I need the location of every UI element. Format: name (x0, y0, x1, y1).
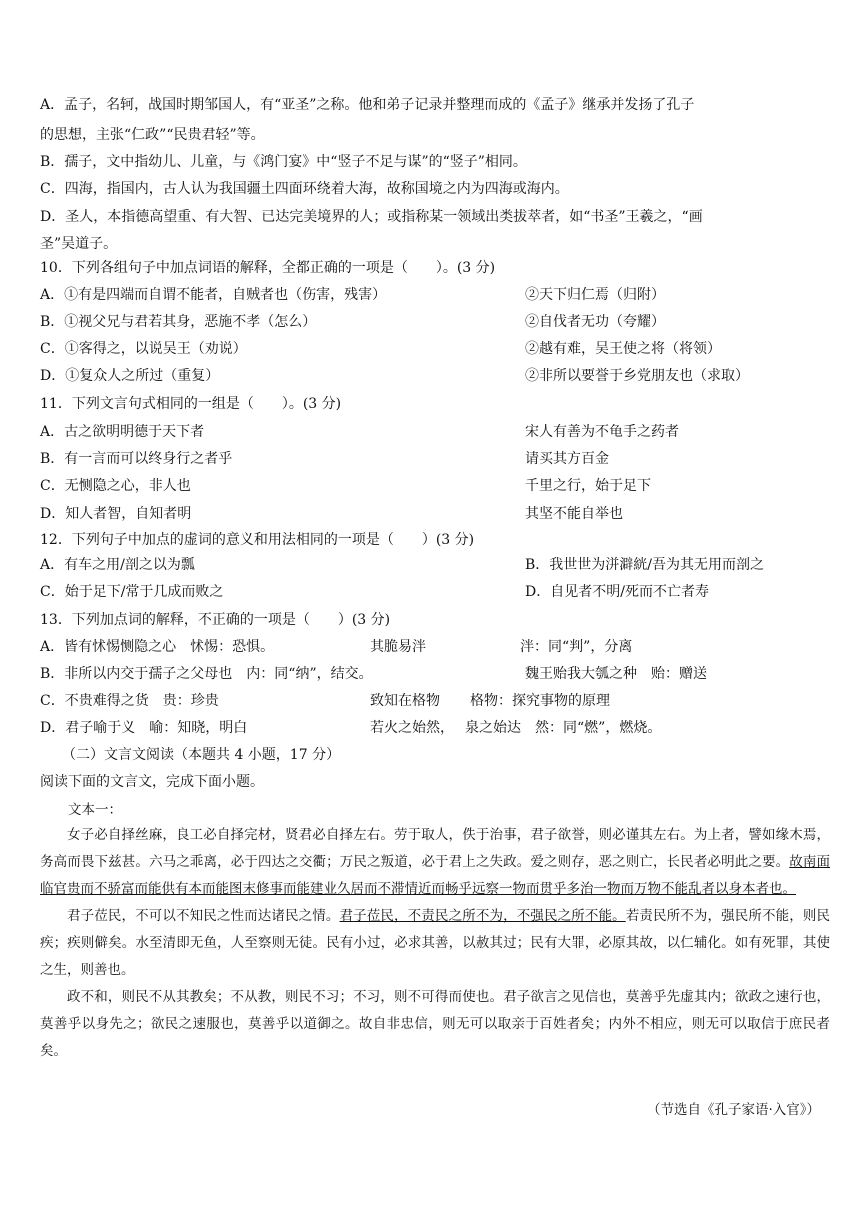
q13-c-part1: C．不贵难得之货 贵：珍贵 (40, 693, 219, 709)
q13-b-part3: 魏王贻我大瓠之种 贻：赠送 (525, 666, 707, 682)
q10-d-right: ②非所以要誉于乡党朋友也（求取） (525, 368, 749, 384)
q9-option-b: B．孺子，文中指幼儿、儿童，与《鸿门宴》中“竖子不足与谋”的“竖子”相同。 (40, 154, 527, 170)
q13-b-part1: B．非所以内交于孺子之父母也 内：同“纳”，结交。 (40, 666, 373, 682)
q10-a-left: A．①有是四端而自谓不能者，自贼者也（伤害，残害） (40, 287, 387, 303)
q13-a-part3: 泮：同“判”，分离 (520, 639, 633, 655)
q13-d-part3: 泉之始达 然：同“燃”，燃烧。 (465, 720, 662, 736)
q11-stem: 11．下列文言句式相同的一组是（ ）。(3 分) (40, 396, 342, 412)
q10-option-d (40, 366, 830, 386)
q12-row-2 (40, 582, 830, 602)
q10-option-c (40, 339, 830, 359)
p1-underlined-sentence: 故南面临官贵而不骄富而能供有本而能图末修事而能建业久居而不滞情近而畅乎远察一物而贯乎多治一物而万物不能乱者以身本者也。 (40, 854, 831, 897)
q11-c-right: 千里之行，始于足下 (525, 478, 651, 494)
q11-option-b (40, 449, 830, 469)
q13-d-part2: 若火之始然， (370, 720, 454, 736)
q13-a-part1: A．皆有怵惕恻隐之心 怵惕：恐惧。 (40, 639, 275, 655)
q10-stem: 10．下列各组句子中加点词语的解释，全都正确的一项是（ ）。(3 分) (40, 260, 496, 276)
q13-c-part2: 致知在格物 (370, 693, 440, 709)
q13-option-b (40, 664, 830, 684)
section-heading: （二）文言文阅读（本题共 4 小题，17 分） (62, 747, 341, 763)
q13-option-a (40, 637, 830, 657)
p2-text-b: 若责民所不为，强民所不能，则民疾；疾则僻矣。水至清即无鱼，人至察则无徒。民有小过，必求其善，以赦其过；民有大罪，必原其故，以仁辅化。如有死罪，其使之生，则善也。 (40, 908, 831, 978)
q12-row-1 (40, 555, 830, 575)
q11-c-left: C．无恻隐之心，非人也 (40, 478, 191, 494)
q12-option-a: A．有车之用/剖之以为瓢 (40, 557, 195, 573)
section-instruction: 阅读下面的文言文，完成下面小题。 (40, 774, 264, 790)
q10-d-left: D．①复众人之所过（重复） (40, 368, 220, 384)
q11-a-right: 宋人有善为不龟手之药者 (525, 424, 679, 440)
passage-paragraph-2 (40, 903, 830, 984)
q13-option-d (40, 718, 830, 738)
q11-a-left: A．古之欲明明德于天下者 (40, 424, 205, 440)
q11-option-a (40, 422, 830, 442)
q10-a-right: ②天下归仁焉（归附） (525, 287, 665, 303)
q10-option-a (40, 285, 830, 305)
q13-c-part3: 格物：探究事物的原理 (470, 693, 610, 709)
q11-b-right: 请买其方百金 (525, 451, 609, 467)
q10-c-left: C．①客得之，以说吴王（劝说） (40, 341, 247, 357)
p2-underlined-sentence: 君子莅民，不责民之所不为，不强民之所不能。 (339, 908, 626, 924)
source-citation: （节选自《孔子家语·入官》） (646, 1102, 820, 1118)
q11-option-d (40, 504, 830, 524)
q10-c-right: ②越有难，吴王使之将（将领） (525, 341, 721, 357)
q10-option-b (40, 312, 830, 332)
q9-option-a-line2: 的思想，主张“仁政”“民贵君轻”等。 (40, 127, 265, 143)
q9-option-c: C．四海，指国内，古人认为我国疆土四面环绕着大海，故称国境之内为四海或海内。 (40, 181, 569, 197)
q13-option-c (40, 691, 830, 711)
q12-option-c: C．始于足下/常于几成而败之 (40, 584, 224, 600)
q9-option-d-line1: D．圣人，本指德高望重、有大智、已达完美境界的人；或指称某一领域出类拔萃者，如“书圣”王羲之，“画 (40, 209, 703, 225)
q10-b-right: ②自伐者无功（夸耀） (525, 314, 665, 330)
q11-option-c (40, 476, 830, 496)
q12-option-b: B．我世世为洴澼絖/吾为其无用而剖之 (525, 557, 765, 573)
q9-option-d-line2: 圣”吴道子。 (40, 236, 118, 252)
p1-text: 女子必自择丝麻，良工必自择完材，贤君必自择左右。劳于取人，佚于治事，君子欲誉，则必谨其左右。为上者，譬如缘木焉，务高而畏下兹甚。六马之乖离，必于四达之交衢；万民之叛道，必于君上之失政。爱之则存，恶之则亡，长民者必明此之要。 (40, 827, 830, 870)
q11-b-left: B．有一言而可以终身行之者乎 (40, 451, 233, 467)
q9-option-a-line1: A．孟子，名轲，战国时期邹国人，有“亚圣”之称。他和弟子记录并整理而成的《孟子》继承并发扬了孔子 (40, 97, 695, 113)
q11-d-right: 其坚不能自举也 (525, 506, 623, 522)
q13-a-part2: 其脆易泮 (370, 639, 426, 655)
q12-option-d: D．自见者不明/死而不亡者寿 (525, 584, 709, 600)
passage-paragraph-1 (40, 822, 830, 903)
text-label: 文本一： (68, 802, 122, 818)
q10-b-left: B．①视父兄与君若其身，恶施不孝（怎么） (40, 314, 317, 330)
q11-d-left: D．知人者智，自知者明 (40, 506, 192, 522)
passage-paragraph-3: 政不和，则民不从其教矣；不从教，则民不习；不习，则不可得而使也。君子欲言之见信也，莫善乎先虚其内；欲政之速行也，莫善乎以身先之；欲民之速服也，莫善乎以道御之。故自非忠信，则无可以取亲于百姓者矣；内外不相应，则无可以取信于庶民者矣。 (40, 989, 830, 1059)
classical-passage (40, 822, 830, 1065)
q13-d-part1: D．君子喻于义 喻：知晓，明白 (40, 720, 248, 736)
p2-text-a: 君子莅民，不可以不知民之性而达诸民之情。 (67, 908, 340, 924)
q12-stem: 12．下列句子中加点的虚词的意义和用法相同的一项是（ ）(3 分) (40, 532, 475, 548)
q13-stem: 13．下列加点词的解释，不正确的一项是（ ）(3 分) (40, 612, 391, 628)
